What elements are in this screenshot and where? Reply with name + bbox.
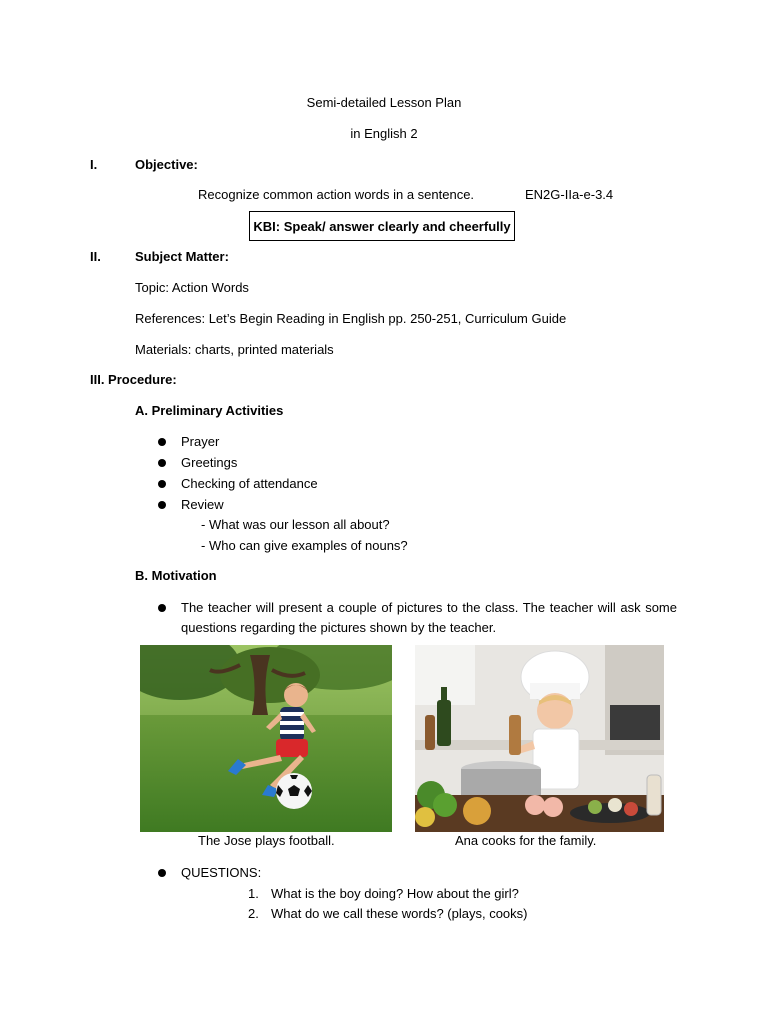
motivation-text-line1: The teacher will present a couple of pictures to the class. The teacher will ask some xyxy=(181,600,677,615)
references-line: References: Let’s Begin Reading in English pp. 250-251, Curriculum Guide xyxy=(135,311,567,326)
bullet-icon xyxy=(158,480,166,488)
objective-text: Recognize common action words in a sentence. xyxy=(198,187,475,202)
bullet-icon xyxy=(158,438,166,446)
review-question: - What was our lesson all about? xyxy=(201,517,390,532)
subheading-preliminary: A. Preliminary Activities xyxy=(135,403,284,418)
bullet-icon xyxy=(158,501,166,509)
section-heading-subject: Subject Matter: xyxy=(135,249,229,264)
motivation-text-line2: questions regarding the pictures shown by the teacher. xyxy=(181,620,497,635)
bullet-icon xyxy=(158,604,166,612)
girl-cooking-image xyxy=(415,645,664,832)
materials-line: Materials: charts, printed materials xyxy=(135,342,334,357)
page-subtitle: in English 2 xyxy=(350,126,418,141)
section-numeral-subject: II. xyxy=(90,249,101,264)
boy-playing-football-image xyxy=(140,645,392,832)
bullet-icon xyxy=(158,459,166,467)
questions-label: QUESTIONS: xyxy=(181,865,262,880)
list-item: Prayer xyxy=(181,434,220,449)
section-heading-objective: Objective: xyxy=(135,157,198,172)
motivation-text xyxy=(181,598,677,638)
kbi-box: KBI: Speak/ answer clearly and cheerfully xyxy=(249,211,515,241)
list-item: Checking of attendance xyxy=(181,476,318,491)
question-number: 1. xyxy=(248,886,259,901)
review-question: - Who can give examples of nouns? xyxy=(201,538,408,553)
bullet-icon xyxy=(158,869,166,877)
list-item: Greetings xyxy=(181,455,238,470)
curriculum-code: EN2G-IIa-e-3.4 xyxy=(525,187,614,202)
topic-line: Topic: Action Words xyxy=(135,280,249,295)
section-heading-procedure: III. Procedure: xyxy=(90,372,177,387)
question-text: What is the boy doing? How about the girl? xyxy=(271,886,519,901)
subheading-motivation: B. Motivation xyxy=(135,568,217,583)
question-text: What do we call these words? (plays, cooks) xyxy=(271,906,528,921)
list-item: Review xyxy=(181,497,224,512)
question-number: 2. xyxy=(248,906,259,921)
image-caption-boy: The Jose plays football. xyxy=(198,833,335,848)
section-numeral-objective: I. xyxy=(90,157,98,172)
image-caption-girl: Ana cooks for the family. xyxy=(455,833,597,848)
page-title: Semi-detailed Lesson Plan xyxy=(306,95,462,110)
